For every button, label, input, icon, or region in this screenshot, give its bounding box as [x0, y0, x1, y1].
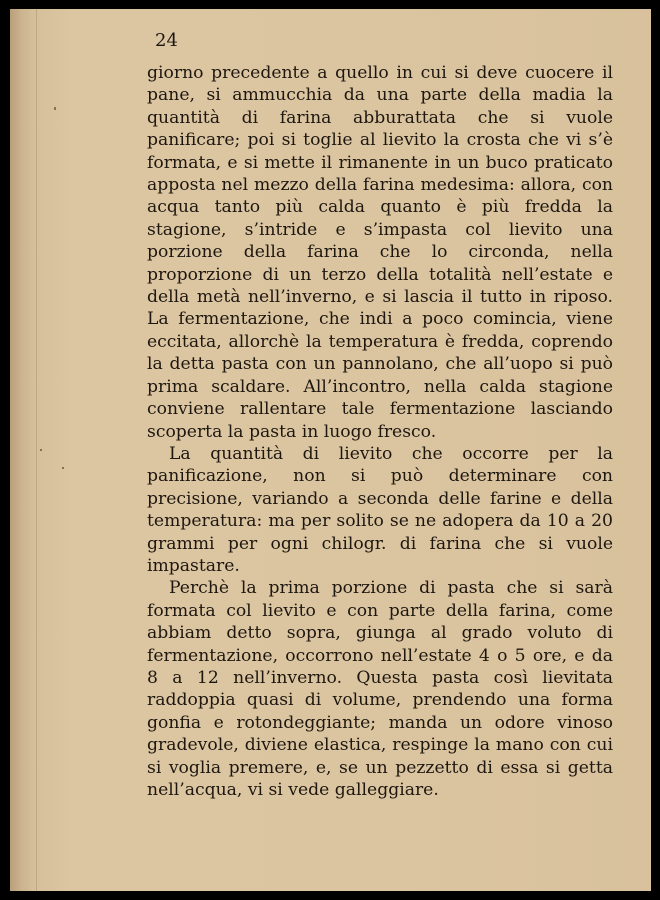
paragraph-1: giorno precedente a quello in cui si deve cuocere il pane, si ammucchia da una parte della madia la quantità di farina abburattata che si vuole panificare; poi si toglie al lievito la crosta che vi s’è formata, e si mette il rimanente in un buco praticato apposta nel mezzo della farina medesima: allora, con acqua tanto più calda quanto è più fredda la stagione, s’intride e s’impasta col lievito una porzione della farina che lo circonda, nella proporzione di un terzo della totalità nell’estate e della metà nell’inverno, e si lascia il tutto in riposo. La fermentazione, che indi a poco comincia, viene eccitata, allorchè la temperatura è fredda, coprendo la detta pasta con un pannolano, che all’uopo si può prima scaldare. All’incontro, nella calda stagione conviene rallentare tale fermentazione lasciando scoperta la pasta in luogo fresco. [147, 63, 613, 442]
page-binding-line [36, 9, 37, 891]
book-page [10, 9, 651, 891]
ink-speck [40, 449, 42, 451]
page-text [147, 30, 613, 801]
ink-speck [54, 107, 56, 110]
ink-speck [62, 467, 64, 469]
page-number: 24 [155, 30, 178, 51]
paragraph-3: Perchè la prima porzione di pasta che si sarà formata col lievito e con parte della farina, come abbiam detto sopra, giunga al grado voluto di fermentazione, occorrono nell’estate 4 o 5 ore, e da 8 a 12 nell’inverno. Questa pasta così lievitata raddoppia quasi di volume, prendendo una forma gonfia e rotondeggiante; manda un odore vinoso gradevole, diviene elastica, respinge la mano con cui si voglia premere, e, se un pezzetto di essa si getta nell’acqua, vi si vede galleggiare. [147, 578, 613, 800]
paragraph-2: La quantità di lievito che occorre per la panificazione, non si può determinare con precisione, variando a seconda delle farine e della temperatura: ma per solito se ne adopera da 10 a 20 grammi per ogni chilogr. di farina che si vuole impastare. [147, 443, 613, 576]
page-binding-shadow [10, 9, 32, 891]
